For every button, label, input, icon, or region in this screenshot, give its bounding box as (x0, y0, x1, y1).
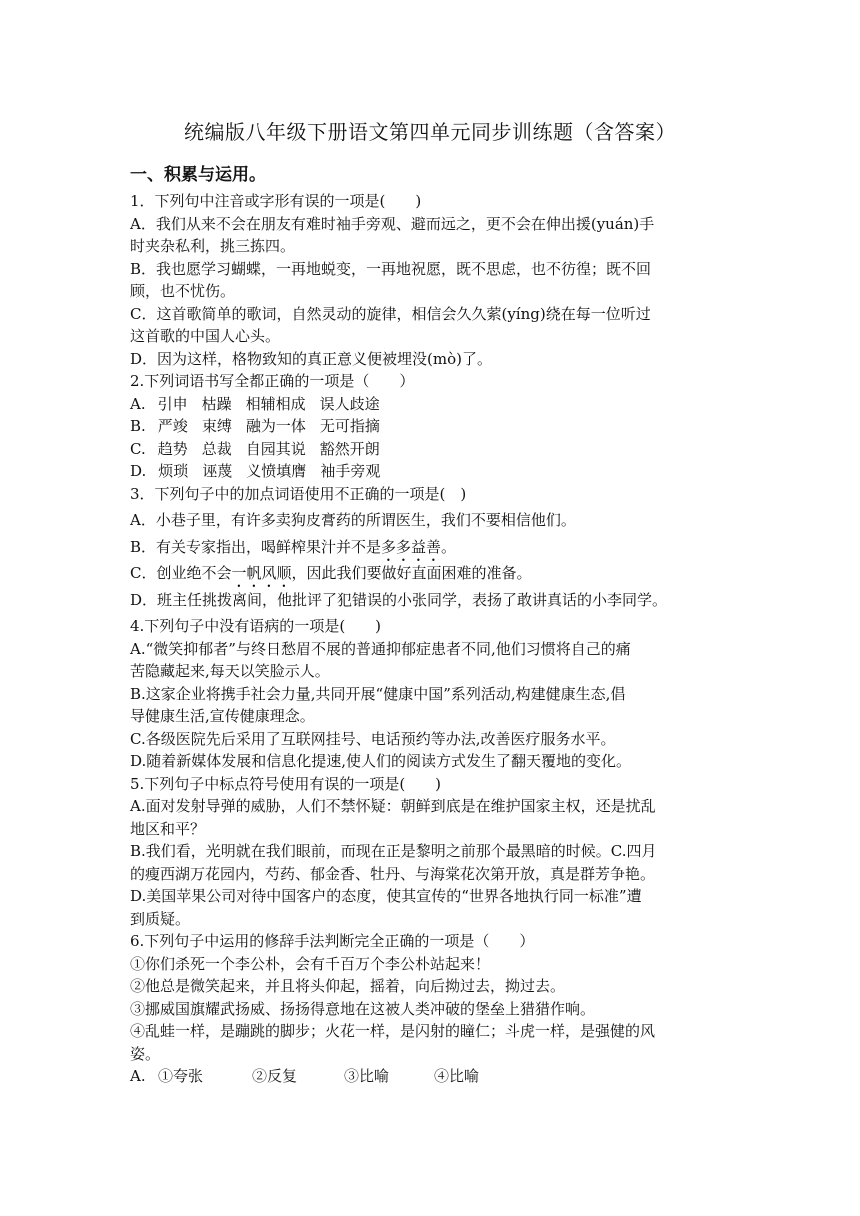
word: 融为一体 (245, 417, 306, 435)
word: 趋势 (157, 439, 188, 458)
word: 束缚 (201, 417, 232, 435)
q6-line: ④乱蛙一样，是蹦跳的脚步；火花一样，是闪射的瞳仁；斗虎一样，是强健的风 (130, 1022, 656, 1040)
document-title: 统编版八年级下册语文第四单元同步训练题（含答案） (184, 120, 676, 144)
text: A．小巷子里，有许多卖狗皮膏药的所谓医生，我们不要相信他们。 (130, 511, 576, 529)
word: 无可指摘 (319, 417, 380, 435)
q1-line: 顾，也不忧伤。 (130, 282, 236, 300)
q1-line: 这首歌的中国人心头。 (130, 327, 281, 345)
q2-option-b (130, 415, 735, 438)
q5-line: 地区和平？ (130, 819, 206, 838)
q6-line: 姿。 (130, 1044, 161, 1063)
text: C．创业绝不会 (130, 564, 232, 582)
q3-option-d (130, 589, 735, 612)
option-label: D. (130, 462, 147, 480)
text: D．班主任挑拨离间，他批评了犯错误的小张同学，表扬了敢讲真话的小李同学。 (130, 590, 668, 609)
q6-line: ①你们杀死一个李公朴，会有千百万个李公朴站起来！ (130, 954, 491, 973)
word: 烦琐 (158, 462, 189, 480)
q4-line: D.随着新媒体发展和信息化提速,使人们的阅读方式发生了翻天覆地的变化。 (130, 752, 632, 770)
choice-item: ④比喻 (434, 1067, 480, 1085)
choice-item: ②反复 (252, 1067, 298, 1085)
q4-line: A.“微笑抑郁者”与终日愁眉不展的普通抑郁症患者不同,他们习惯将自己的痛 (130, 639, 631, 658)
q3-option-b (130, 536, 735, 559)
option-label: A. (130, 394, 146, 413)
section-heading: 一、积累与运用。 (130, 165, 266, 185)
q2-option-a (130, 393, 735, 416)
text: 。 (441, 537, 457, 556)
q6-stem: 6.下列句子中运用的修辞手法判断完全正确的一项是（ ） (130, 932, 535, 950)
text: ，因此我们要做好直面困难的准备。 (291, 564, 532, 582)
q5-stem: 5.下列句子中标点符号使用有误的一项是( ) (130, 774, 442, 793)
word: 豁然开朗 (319, 439, 380, 458)
q3-option-c (130, 562, 735, 585)
q3-option-a (130, 509, 735, 532)
q4-line: 导健康生活,宣传健康理念。 (130, 707, 315, 725)
q6-option-a (130, 1065, 735, 1088)
q4-line: B.这家企业将携手社会力量,共同开展“健康中国”系列活动,构建健康生态,倡 (130, 684, 626, 703)
q2-option-c (130, 438, 735, 461)
q4-line: 苦隐藏起来,每天以笑脸示人。 (130, 662, 330, 680)
q4-line: C.各级医院先后采用了互联网挂号、电话预约等办法,改善医疗服务水平。 (130, 729, 616, 748)
word: 诬蔑 (202, 462, 233, 480)
q6-line: ③挪威国旗耀武扬威、扬扬得意地在这被人类冲破的堡垒上猎猎作响。 (130, 999, 596, 1018)
option-label: A. (130, 1067, 146, 1085)
q5-line: B.我们看，光明就在我们眼前，而现在正是黎明之前那个最黑暗的时候。C.四月 (130, 842, 657, 860)
dotted-word: 一帆风顺 (231, 564, 292, 582)
word: 误人歧途 (319, 394, 380, 413)
word: 引申 (157, 394, 188, 413)
q1-line: 时夹杂私利，挑三拣四。 (130, 237, 296, 255)
word: 义愤填膺 (246, 462, 307, 480)
choice-item: ①夸张 (158, 1067, 204, 1085)
q5-line: 到质疑。 (130, 909, 191, 928)
dotted-word: 多多益善 (381, 537, 442, 556)
q3-stem: 3．下列句子中的加点词语使用不正确的一项是( ) (130, 484, 467, 503)
q1-line: C．这首歌简单的歌词，自然灵动的旋律，相信会久久萦(yíng)绕在每一位听过 (130, 304, 651, 323)
q5-line: 的瘦西湖万花园内，芍药、郁金香、牡丹、与海棠花次第开放，真是群芳争艳。 (130, 864, 656, 883)
question-body (130, 190, 735, 1088)
q2-stem: 2.下列词语书写全都正确的一项是（ ） (130, 372, 415, 390)
q5-line: A.面对发射导弹的威胁，人们不禁怀疑：朝鲜到底是在维护国家主权，还是扰乱 (130, 797, 656, 815)
q6-line: ②他总是微笑起来，并且将头仰起，摇着，向后拗过去，拗过去。 (130, 977, 566, 995)
option-label: B. (130, 417, 146, 435)
word: 总裁 (201, 439, 232, 458)
option-label: C. (130, 439, 146, 458)
word: 枯躁 (201, 394, 232, 413)
word: 袖手旁观 (320, 462, 381, 480)
q2-option-d (130, 460, 735, 483)
word: 严竣 (157, 417, 188, 435)
q1-line: A．我们从来不会在朋友有难时袖手旁观、避而远之，更不会在伸出援(yuán)手 (130, 214, 655, 233)
q4-stem: 4.下列句子中没有语病的一项是( ) (130, 617, 382, 635)
word: 相辅相成 (245, 394, 306, 413)
q1-stem: 1．下列句中注音或字形有误的一项是( ) (130, 192, 422, 210)
q5-line: D.美国苹果公司对待中国客户的态度，使其宣传的“世界各地执行同一标准”遭 (130, 887, 642, 905)
choice-item: ③比喻 (344, 1067, 390, 1085)
word: 自园其说 (245, 439, 306, 458)
q1-line: B．我也愿学习蝴蝶，一再地蜕变，一再地祝愿，既不思虑，也不彷徨；既不回 (130, 259, 652, 278)
q1-line: D．因为这样，格物致知的真正意义便被埋没(mò)了。 (130, 349, 492, 368)
text: B．有关专家指出，喝鲜榨果汁并不是 (130, 537, 382, 556)
